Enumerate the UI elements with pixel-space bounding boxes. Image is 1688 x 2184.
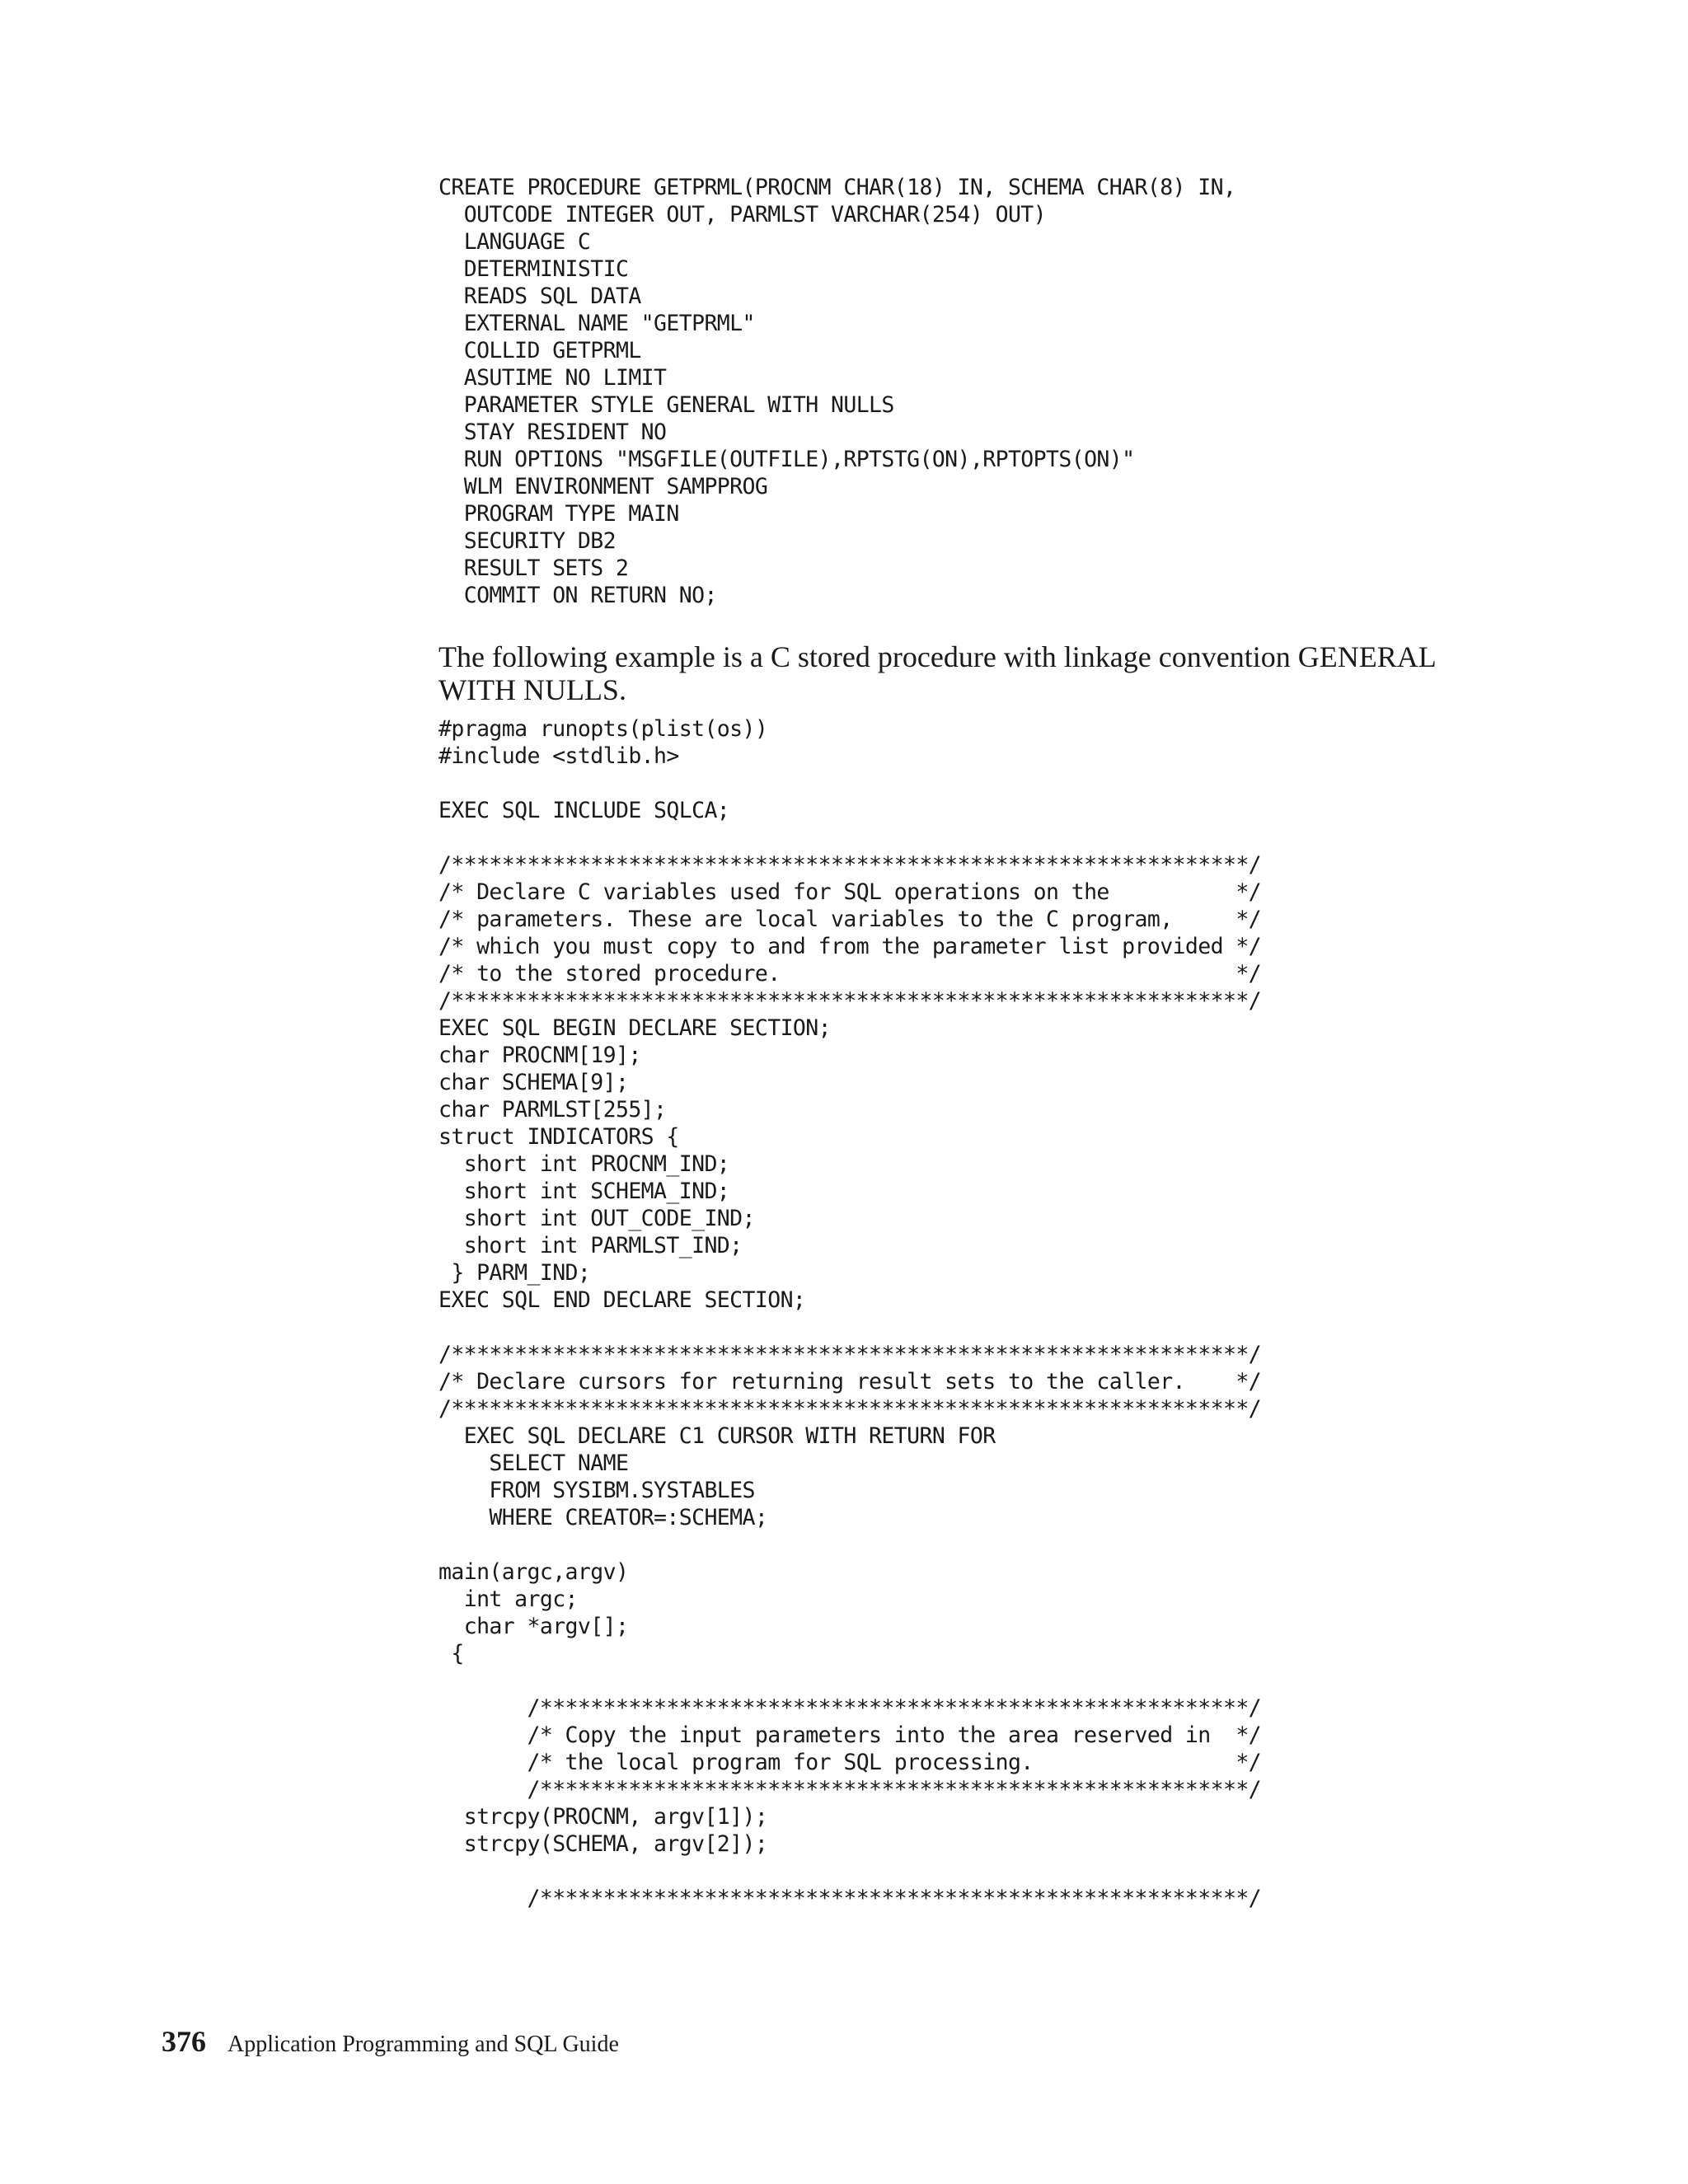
page-number: 376 [162, 2025, 206, 2058]
book-title: Application Programming and SQL Guide [227, 2032, 619, 2057]
intro-paragraph: The following example is a C stored procedure with linkage convention GENERAL WITH NULLS. [438, 640, 1436, 706]
create-procedure-code-block: CREATE PROCEDURE GETPRML(PROCNM CHAR(18) IN, SCHEMA CHAR(8) IN, OUTCODE INTEGER OUT, PARMLST VARCHAR(254) OUT) LANGUAGE C DETERMINISTIC READS SQL DATA EXTERNAL NAME "GETPRML" COLLID GETPRML ASUTIME NO LIMIT PARAMETER STYLE GENERAL WITH NULLS STAY RESIDENT NO RUN OPTIONS "MSGFILE(OUTFILE),RPTSTG(ON),RPTOPTS(ON)" WLM ENVIRONMENT SAMPPROG PROGRAM TYPE MAIN SECURITY DB2 RESULT SETS 2 COMMIT ON RETURN NO; [438, 175, 1236, 608]
page-footer [162, 2024, 619, 2059]
c-stored-procedure-code-block: #pragma runopts(plist(os)) #include <stdlib.h> EXEC SQL INCLUDE SQLCA; /***************************************************************/ /* Declare C variables used for SQL operations on the */ /* parameters. These are local variables to the C program, */ /* which you must copy to and from the parameter list provided */ /* to the stored procedure. */ /***************************************************************/ EXEC SQL BEGIN DECLARE SECTION; char PROCNM[19]; char SCHEMA[9]; char PARMLST[255]; struct INDICATORS { short int PROCNM_IND; short int SCHEMA_IND; short int OUT_CODE_IND; short int PARMLST_IND; } PARM_IND; EXEC SQL END DECLARE SECTION; /***************************************************************/ /* Declare cursors for returning result sets to the caller. */ /***************************************************************/ EXEC SQL DECLARE C1 CURSOR WITH RETURN FOR SELECT NAME FROM SYSIBM.SYSTABLES WHERE CREATOR=:SCHEMA; main(argc,argv) int argc; char *argv[]; { /********************************************************/ /* Copy the input parameters into the area reserved in */ /* the local program for SQL processing. */ /********************************************************/ strcpy(PROCNM, argv[1]); strcpy(SCHEMA, argv[2]); /********************************************************/ [438, 716, 1262, 1911]
